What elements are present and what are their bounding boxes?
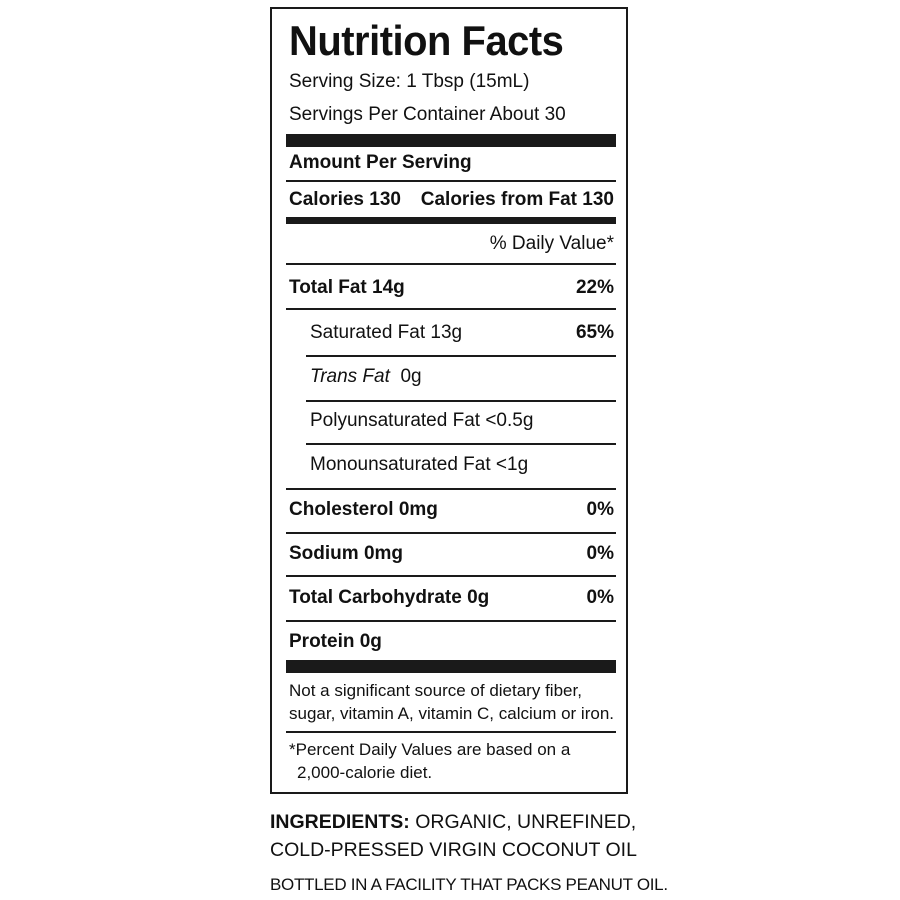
nutrient-name: Monounsaturated Fat bbox=[310, 454, 491, 475]
nutrient-daily-value: 0% bbox=[586, 543, 614, 564]
calories-row bbox=[289, 187, 614, 213]
footnote-line: *Percent Daily Values are based on a bbox=[289, 740, 571, 759]
nutrient-daily-value: 65% bbox=[575, 322, 614, 343]
medium-divider bbox=[286, 217, 616, 224]
nutrient-row-total-carbohydrate bbox=[289, 585, 614, 611]
nutrient-row-monounsaturated-fat bbox=[310, 452, 614, 478]
calories: Calories 130 bbox=[289, 189, 401, 210]
nutrient-row-polyunsaturated-fat bbox=[310, 408, 614, 434]
amount-per-serving-label: Amount Per Serving bbox=[289, 152, 472, 173]
ingredients-heading: INGREDIENTS: bbox=[270, 811, 410, 833]
divider bbox=[306, 400, 616, 402]
divider bbox=[286, 263, 616, 265]
ingredients-text: ORGANIC, UNREFINED, bbox=[415, 811, 637, 833]
daily-value-header: % Daily Value* bbox=[489, 233, 614, 254]
nutrient-name: Total Fat bbox=[289, 277, 367, 298]
nutrient-name: Polyunsaturated Fat bbox=[310, 410, 481, 431]
nutrient-row-protein bbox=[289, 629, 614, 655]
thick-divider bbox=[286, 660, 616, 673]
note-line: sugar, vitamin A, vitamin C, calcium or iron. bbox=[289, 704, 615, 723]
nutrient-name: Total Carbohydrate bbox=[289, 587, 462, 608]
label-title: Nutrition Facts bbox=[289, 17, 564, 64]
nutrient-name: Cholesterol bbox=[289, 499, 394, 520]
nutrient-row-trans-fat bbox=[310, 364, 614, 390]
nutrient-amount: 0mg bbox=[363, 543, 404, 564]
note-line: Not a significant source of dietary fiber, bbox=[289, 681, 582, 700]
divider bbox=[306, 443, 616, 445]
thick-divider bbox=[286, 134, 616, 147]
allergen-notice: BOTTLED IN A FACILITY THAT PACKS PEANUT OIL. bbox=[270, 875, 668, 894]
nutrient-daily-value: 0% bbox=[586, 587, 614, 608]
ingredients-line-1 bbox=[270, 808, 636, 836]
nutrient-row-saturated-fat bbox=[310, 320, 614, 346]
calories-from-fat: Calories from Fat 130 bbox=[420, 189, 614, 210]
nutrient-amount: 0g bbox=[359, 631, 382, 652]
divider bbox=[286, 532, 616, 534]
nutrient-amount: 0g bbox=[467, 587, 490, 608]
divider bbox=[286, 575, 616, 577]
ingredients-line-2: COLD-PRESSED VIRGIN COCONUT OIL bbox=[270, 839, 637, 861]
divider bbox=[306, 355, 616, 357]
nutrient-row-sodium bbox=[289, 541, 614, 567]
nutrient-row-total-fat bbox=[289, 275, 614, 301]
nutrient-amount: 14g bbox=[372, 277, 405, 298]
serving-size: Serving Size: 1 Tbsp (15mL) bbox=[289, 71, 530, 92]
nutrient-amount: <0.5g bbox=[485, 410, 534, 431]
divider bbox=[286, 308, 616, 310]
nutrient-daily-value: 22% bbox=[575, 277, 614, 298]
amount-per-serving bbox=[289, 150, 614, 176]
nutrient-amount: 0mg bbox=[398, 499, 438, 520]
nutrition-facts-panel bbox=[270, 7, 628, 794]
divider bbox=[286, 180, 616, 182]
nutrient-daily-value: 0% bbox=[586, 499, 614, 520]
daily-value-header-row bbox=[289, 231, 614, 257]
nutrient-name: Protein bbox=[289, 631, 355, 652]
nutrient-name: Trans Fat bbox=[310, 366, 390, 387]
divider bbox=[286, 620, 616, 622]
nutrient-amount: 0g bbox=[400, 366, 422, 387]
daily-value-footnote bbox=[289, 738, 614, 784]
nutrient-name: Saturated Fat bbox=[310, 322, 426, 343]
divider bbox=[286, 731, 616, 733]
nutrient-name: Sodium bbox=[289, 543, 359, 564]
nutrient-row-cholesterol bbox=[289, 497, 614, 523]
nutrient-amount: <1g bbox=[495, 454, 529, 475]
servings-per-container: Servings Per Container About 30 bbox=[289, 104, 566, 125]
not-significant-source-note bbox=[289, 679, 614, 725]
divider bbox=[286, 488, 616, 490]
footnote-line: 2,000-calorie diet. bbox=[297, 763, 433, 782]
nutrient-amount: 13g bbox=[430, 322, 463, 343]
